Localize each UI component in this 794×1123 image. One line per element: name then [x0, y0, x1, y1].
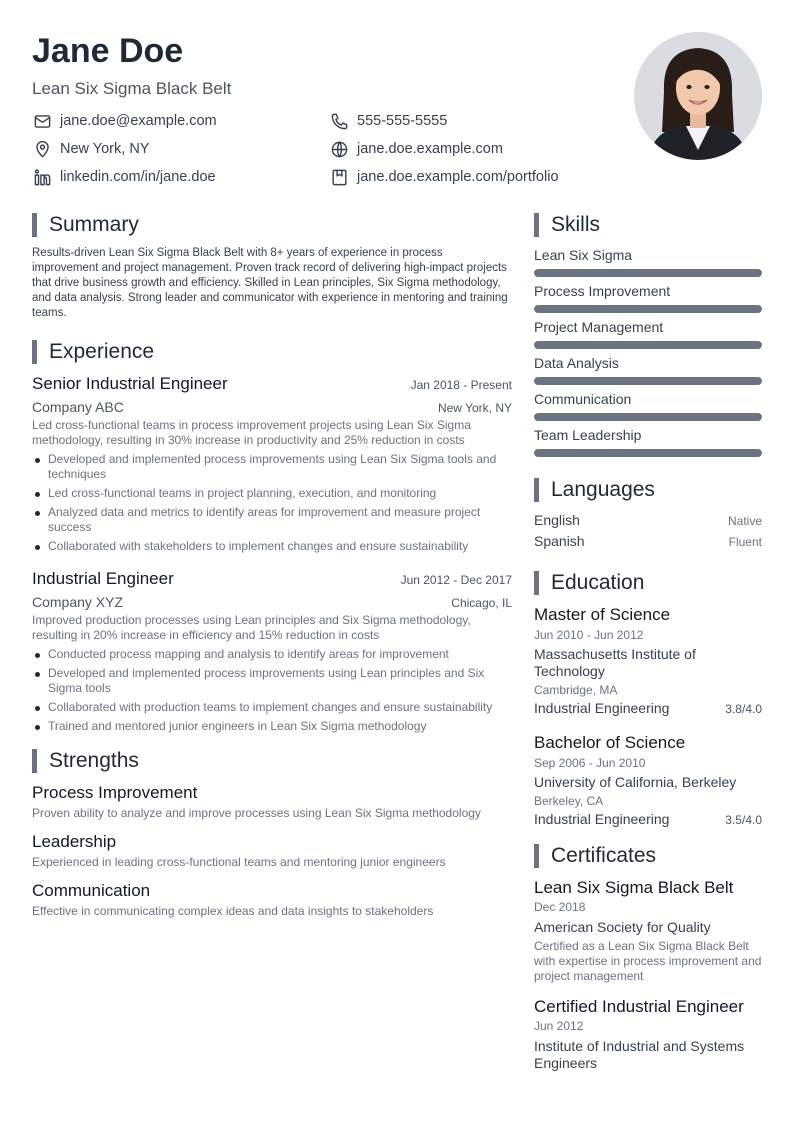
certificate-item	[534, 996, 762, 1072]
skill-name: Project Management	[534, 319, 664, 335]
contact-location-text: New York, NY	[60, 141, 150, 157]
job-entry	[32, 568, 512, 734]
skill-name: Process Improvement	[534, 283, 671, 299]
job-company: Company XYZ	[32, 594, 124, 610]
candidate-name: Jane Doe	[32, 32, 184, 70]
job-description: Improved production processes using Lean principles and Six Sigma methodology, resulting in 20% increase in efficiency and 15% reduction in costs	[32, 613, 471, 642]
contact-phone-text: 555-555-5555	[357, 113, 448, 129]
profile-photo	[634, 32, 762, 160]
job-entry	[32, 373, 512, 554]
section-accent-bar	[534, 213, 539, 237]
education-location: Berkeley, CA	[534, 794, 604, 808]
certificate-date: Jun 2012	[534, 1019, 584, 1033]
languages-heading: Languages	[534, 477, 762, 503]
job-company: Company ABC	[32, 399, 124, 415]
list-item: Conducted process mapping and analysis to identify areas for improvement	[32, 647, 512, 662]
education-location: Cambridge, MA	[534, 683, 618, 697]
contact-linkedin-text: linkedin.com/in/jane.doe	[60, 169, 216, 185]
skill-level-fill	[534, 377, 762, 385]
list-item: Collaborated with production teams to implement changes and ensure sustainability	[32, 700, 512, 715]
education-school: University of California, Berkeley	[534, 774, 737, 790]
list-item: Collaborated with stakeholders to implement changes and ensure sustainability	[32, 539, 512, 554]
education-item	[534, 732, 762, 827]
certificate-issuer: Institute of Industrial and Systems Engineers	[534, 1038, 745, 1071]
mail-icon	[32, 111, 52, 131]
job-date: Jun 2012 - Dec 2017	[400, 573, 512, 587]
skill-name: Team Leadership	[534, 427, 642, 443]
job-location: New York, NY	[437, 401, 512, 415]
skill-item	[534, 390, 762, 421]
certificates-heading: Certificates	[534, 843, 762, 869]
right-column	[534, 212, 762, 1084]
skill-level-fill	[534, 269, 762, 277]
contact-email-text: jane.doe@example.com	[60, 113, 217, 129]
language-item	[534, 511, 762, 529]
skill-item	[534, 354, 762, 385]
certificate-title: Lean Six Sigma Black Belt	[534, 878, 734, 897]
language-name: English	[534, 512, 580, 528]
strength-description: Proven ability to analyze and improve processes using Lean Six Sigma methodology	[32, 806, 481, 820]
skill-level-bar	[534, 413, 762, 421]
skills-list	[534, 246, 762, 457]
contact-linkedin[interactable]	[32, 166, 216, 188]
strength-title: Leadership	[32, 832, 117, 851]
skill-name: Communication	[534, 391, 632, 407]
skill-level-bar	[534, 377, 762, 385]
list-item: Developed and implemented process improvements using Lean Six Sigma tools and techniques	[32, 452, 512, 482]
portfolio-icon	[329, 167, 349, 187]
education-gpa: 3.5/4.0	[725, 813, 762, 827]
skill-level-fill	[534, 305, 762, 313]
skill-level-bar	[534, 305, 762, 313]
section-accent-bar	[534, 478, 539, 502]
summary-text: Results-driven Lean Six Sigma Black Belt with 8+ years of experience in process improvement and project management. Proven track record of delivering high-impact projects that drive business growth and efficiency. Skilled in Lean principles, Six Sigma methodology, and data analysis. Strong leader and communicator with experience in mentoring and training teams.	[32, 247, 508, 319]
skills-heading: Skills	[534, 212, 762, 238]
job-title: Senior Industrial Engineer	[32, 374, 228, 393]
list-item: Analyzed data and metrics to identify areas for improvement and measure project success	[32, 505, 512, 535]
section-accent-bar	[32, 213, 37, 237]
education-date: Sep 2006 - Jun 2010	[534, 756, 646, 770]
phone-icon	[329, 111, 349, 131]
summary-heading: Summary	[32, 212, 512, 238]
strength-title: Communication	[32, 881, 151, 900]
contact-portfolio-text: jane.doe.example.com/portfolio	[357, 169, 559, 185]
language-level: Fluent	[728, 535, 762, 549]
skill-item	[534, 426, 762, 457]
section-accent-bar	[32, 340, 37, 364]
education-field: Industrial Engineering	[534, 700, 670, 716]
skill-item	[534, 318, 762, 349]
candidate-title: Lean Six Sigma Black Belt	[32, 79, 232, 98]
contact-email[interactable]	[32, 110, 217, 132]
section-accent-bar	[534, 844, 539, 868]
skill-level-bar	[534, 269, 762, 277]
job-bullets	[32, 452, 512, 554]
skill-level-bar	[534, 449, 762, 457]
certificate-title: Certified Industrial Engineer	[534, 997, 744, 1016]
skill-item	[534, 282, 762, 313]
strengths-heading: Strengths	[32, 748, 512, 774]
strength-title: Process Improvement	[32, 783, 198, 802]
skill-item	[534, 246, 762, 277]
education-item	[534, 604, 762, 716]
skill-level-fill	[534, 341, 762, 349]
section-accent-bar	[32, 749, 37, 773]
certificate-issuer: American Society for Quality	[534, 919, 711, 935]
job-bullets	[32, 647, 512, 734]
strength-item	[32, 782, 512, 821]
job-title: Industrial Engineer	[32, 569, 174, 588]
skill-name: Data Analysis	[534, 355, 619, 371]
experience-heading: Experience	[32, 339, 512, 365]
linkedin-icon	[32, 167, 52, 187]
job-location: Chicago, IL	[451, 596, 512, 610]
certificate-item	[534, 877, 762, 984]
contact-location	[32, 138, 149, 160]
certificate-date: Dec 2018	[534, 900, 586, 914]
contact-phone[interactable]	[329, 110, 447, 132]
strength-description: Experienced in leading cross-functional teams and mentoring junior engineers	[32, 855, 446, 869]
skill-level-fill	[534, 413, 762, 421]
strength-item	[32, 831, 512, 870]
language-item	[534, 532, 762, 550]
strength-description: Effective in communicating complex ideas and data insights to stakeholders	[32, 904, 434, 918]
education-date: Jun 2010 - Jun 2012	[534, 628, 644, 642]
list-item: Trained and mentored junior engineers in Lean Six Sigma methodology	[32, 719, 512, 734]
education-gpa: 3.8/4.0	[725, 702, 762, 716]
map-pin-icon	[32, 139, 52, 159]
contact-website[interactable]	[329, 138, 503, 160]
resume-header	[32, 30, 632, 200]
strength-item	[32, 880, 512, 919]
contact-portfolio[interactable]	[329, 166, 559, 188]
education-degree: Bachelor of Science	[534, 733, 686, 752]
left-column	[32, 212, 512, 929]
education-degree: Master of Science	[534, 605, 671, 624]
education-school: Massachusetts Institute of Technology	[534, 646, 696, 679]
language-level: Native	[727, 514, 762, 528]
skill-level-fill	[534, 449, 762, 457]
list-item: Led cross-functional teams in project planning, execution, and monitoring	[32, 486, 512, 501]
education-field: Industrial Engineering	[534, 811, 670, 827]
contact-website-text: jane.doe.example.com	[357, 141, 503, 157]
certificate-description: Certified as a Lean Six Sigma Black Belt with expertise in process improvement and project management	[534, 939, 762, 983]
language-name: Spanish	[534, 533, 585, 549]
skill-level-bar	[534, 341, 762, 349]
list-item: Developed and implemented process improvements using Lean principles and Six Sigma tools	[32, 666, 512, 696]
contact-list	[32, 110, 632, 200]
job-date: Jan 2018 - Present	[410, 378, 512, 392]
globe-icon	[329, 139, 349, 159]
education-heading: Education	[534, 570, 762, 596]
section-accent-bar	[534, 571, 539, 595]
skill-name: Lean Six Sigma	[534, 247, 633, 263]
job-description: Led cross-functional teams in process improvement projects using Lean Six Sigma methodology, resulting in 30% increase in productivity and 25% reduction in costs	[32, 418, 471, 447]
